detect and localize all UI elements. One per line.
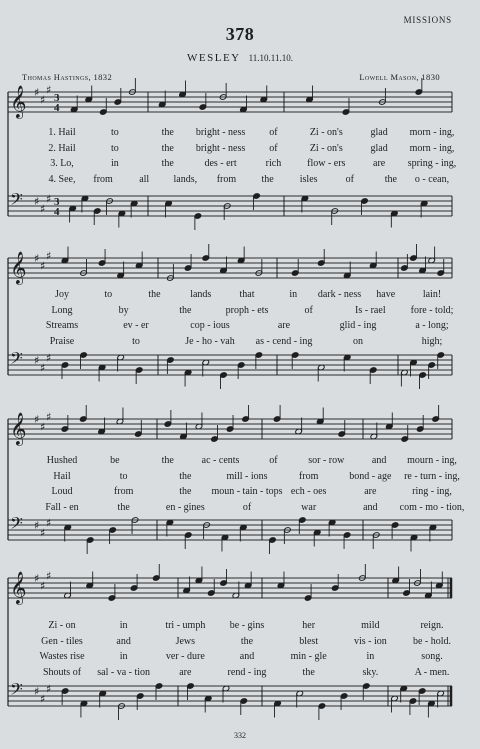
bass-staff xyxy=(8,189,452,218)
lyric-syllable: lands, xyxy=(173,173,198,185)
lyric-syllable: ac - cents xyxy=(201,455,240,466)
lyric-syllable: are xyxy=(373,158,386,169)
lyric-syllable: mill - ions xyxy=(226,470,268,482)
lyric-syllable: and xyxy=(116,635,131,647)
lyric-syllable: to xyxy=(132,335,140,347)
lyric-syllable: the xyxy=(179,486,192,497)
lyric-syllable: A - men. xyxy=(414,666,450,678)
lyric-syllable: the xyxy=(161,455,174,466)
lyric-syllable: Zi - on xyxy=(48,620,76,631)
lyric-syllable: and xyxy=(239,651,255,662)
sharp-icon: ♯ xyxy=(34,252,40,265)
lyric-syllable: of xyxy=(345,173,354,185)
bass-staff xyxy=(8,679,452,706)
treble-clef-icon: 𝄞 xyxy=(10,571,27,604)
lyric-syllable: of xyxy=(269,127,278,138)
lyric-syllable: Long xyxy=(51,304,73,316)
lyric-syllable: sor - row xyxy=(308,455,345,466)
lyric-syllable: 3. Lo, xyxy=(50,158,74,169)
lyric-syllable: 4. See, xyxy=(48,173,76,185)
lyric-syllable: Jews xyxy=(175,635,196,647)
lyric-line xyxy=(0,651,480,664)
lyric-line xyxy=(0,305,480,318)
sharp-icon: ♯ xyxy=(40,420,46,434)
lyric-syllable: the xyxy=(161,127,174,138)
page-number: 332 xyxy=(234,731,246,740)
lyric-syllable: and xyxy=(363,501,378,513)
lyric-syllable: glad xyxy=(370,127,388,138)
lyric-syllable: vis - ion xyxy=(353,635,387,647)
lyric-syllable: be - hold. xyxy=(412,635,452,647)
lyric-syllable: reign. xyxy=(420,620,444,631)
sharp-icon: ♯ xyxy=(46,569,52,583)
lyric-syllable: dark - ness xyxy=(317,289,362,300)
lyric-syllable: bond - age xyxy=(349,470,392,482)
lyric-syllable: isles xyxy=(299,173,318,185)
lyric-syllable: the xyxy=(384,173,397,185)
section-title: MISSIONS xyxy=(403,15,452,25)
lyric-syllable: ev - er xyxy=(123,320,149,331)
lyric-syllable: mourn - ing, xyxy=(407,455,457,466)
lyric-syllable: a - long; xyxy=(415,320,449,331)
sharp-icon: ♯ xyxy=(46,516,52,530)
lyric-syllable: Gen - tiles xyxy=(41,635,83,647)
lyric-syllable: all xyxy=(139,173,150,185)
lyric-syllable: ech - oes xyxy=(290,486,327,497)
lyric-syllable: proph - ets xyxy=(225,304,269,316)
lyric-syllable: Zi - on's xyxy=(309,142,343,154)
lyric-line xyxy=(0,143,480,156)
lyric-syllable: on xyxy=(353,335,363,347)
lyric-syllable: in xyxy=(289,289,298,300)
sharp-icon: ♯ xyxy=(40,692,46,706)
lyric-syllable: song. xyxy=(421,651,443,662)
lyric-line xyxy=(0,455,480,468)
lyric-syllable: the xyxy=(261,173,274,185)
lyric-syllable: sal - va - tion xyxy=(97,666,151,678)
lyric-syllable: war xyxy=(301,501,317,513)
lyric-syllable: flow - ers xyxy=(307,158,346,169)
lyric-syllable: com - mo - tion, xyxy=(399,501,465,513)
lyric-syllable: des - ert xyxy=(204,158,237,169)
lyric-syllable: her xyxy=(302,620,316,631)
lyric-syllable: bright - ness xyxy=(195,127,246,138)
lyric-syllable: Joy xyxy=(55,289,69,300)
sharp-icon: ♯ xyxy=(34,685,40,698)
lyric-syllable: the xyxy=(302,666,315,678)
bass-clef-icon: 𝄢 xyxy=(10,348,23,372)
hymn-number: 378 xyxy=(225,24,255,44)
lyric-syllable: blest xyxy=(299,635,319,647)
bass-staff xyxy=(8,348,452,375)
lyric-syllable: ver - dure xyxy=(165,651,205,662)
lyric-line xyxy=(0,127,480,140)
lyric-syllable: the xyxy=(179,470,192,482)
lyric-syllable: Je - ho - vah xyxy=(185,335,235,347)
lyric-syllable: lands xyxy=(190,289,212,300)
lyric-syllable: Shouts of xyxy=(42,666,82,678)
sharp-icon: ♯ xyxy=(40,579,46,593)
lyric-syllable: from xyxy=(298,470,319,482)
lyric-syllable: moun - tain - tops xyxy=(211,486,283,497)
treble-clef-icon: 𝄞 xyxy=(10,251,27,284)
lyric-syllable: o - cean, xyxy=(414,173,450,185)
lyric-syllable: glad xyxy=(370,142,388,154)
lyric-syllable: rich xyxy=(265,158,282,169)
treble-clef-icon: 𝄞 xyxy=(10,85,27,118)
lyric-syllable: en - gines xyxy=(165,501,205,513)
lyric-syllable: by xyxy=(118,304,129,316)
lyric-syllable: Praise xyxy=(49,335,75,347)
lyric-syllable: in xyxy=(366,651,375,662)
lyric-syllable: Fall - en xyxy=(45,501,79,513)
sharp-icon: ♯ xyxy=(40,526,46,540)
bass-staff xyxy=(8,513,452,540)
lyric-syllable: to xyxy=(104,289,113,300)
treble-staff xyxy=(8,250,452,286)
sharp-icon: ♯ xyxy=(34,519,40,532)
lyric-syllable: rend - ing xyxy=(227,666,267,678)
lyric-syllable: Wastes rise xyxy=(39,651,85,662)
lyric-syllable: cop - ious xyxy=(190,320,230,331)
sharp-icon: ♯ xyxy=(46,351,52,365)
sharp-icon: ♯ xyxy=(34,413,40,426)
sharp-icon: ♯ xyxy=(40,361,46,375)
lyric-syllable: are xyxy=(364,486,377,497)
lyric-syllable: of xyxy=(269,455,278,466)
sharp-icon: ♯ xyxy=(40,259,46,273)
lyric-syllable: be - gins xyxy=(229,620,265,631)
treble-clef-icon: 𝄞 xyxy=(10,412,27,445)
bass-clef-icon: 𝄢 xyxy=(10,679,23,703)
lyric-syllable: be xyxy=(110,455,120,466)
lyric-line xyxy=(0,502,480,515)
bass-clef-icon: 𝄢 xyxy=(10,189,23,213)
lyric-syllable: of xyxy=(242,501,252,513)
lyric-line xyxy=(0,289,480,302)
lyric-line xyxy=(0,636,480,649)
lyric-syllable: have xyxy=(376,289,396,300)
lyric-syllable: from xyxy=(216,173,237,185)
lyric-syllable: Is - rael xyxy=(355,304,386,316)
sharp-icon: ♯ xyxy=(46,682,52,696)
lyric-syllable: morn - ing, xyxy=(409,142,455,154)
lyric-syllable: Streams xyxy=(45,320,79,331)
lyric-syllable: sky. xyxy=(362,666,379,678)
lyric-syllable: as - cend - ing xyxy=(255,335,313,347)
sharp-icon: ♯ xyxy=(40,202,46,216)
lyric-syllable: Hushed xyxy=(46,455,78,466)
lyric-syllable: glid - ing xyxy=(339,320,377,331)
lyric-syllable: to xyxy=(110,127,119,138)
lyric-syllable: ring - ing, xyxy=(412,486,452,497)
lyric-syllable: the xyxy=(161,142,174,154)
lyric-syllable: re - turn - ing, xyxy=(404,470,460,482)
time-signature-bottom: 4 xyxy=(54,206,60,218)
lyric-line xyxy=(0,336,480,349)
lyric-line xyxy=(0,471,480,484)
lyric-syllable: of xyxy=(269,142,278,154)
lyric-syllable: that xyxy=(239,289,255,300)
lyric-syllable: from xyxy=(93,173,113,185)
sharp-icon: ♯ xyxy=(34,354,40,367)
lyric-syllable: are xyxy=(277,320,291,331)
treble-staff xyxy=(8,570,452,606)
lyric-syllable: in xyxy=(110,158,119,169)
lyric-syllable: high; xyxy=(421,335,443,347)
lyric-syllable: of xyxy=(304,304,313,316)
time-signature-bottom: 4 xyxy=(54,102,60,114)
lyric-syllable: morn - ing, xyxy=(409,127,455,138)
sharp-icon: ♯ xyxy=(34,195,40,208)
words-credit: Thomas Hastings, 1832 xyxy=(22,72,113,82)
lyric-syllable: and xyxy=(371,455,387,466)
lyric-line xyxy=(0,320,480,333)
lyric-syllable: 1. Hail xyxy=(48,127,76,138)
lyric-syllable: mild xyxy=(361,620,380,631)
lyric-syllable: are xyxy=(179,666,192,678)
sharp-icon: ♯ xyxy=(34,86,40,99)
sharp-icon: ♯ xyxy=(46,83,52,97)
lyric-syllable: min - gle xyxy=(290,651,327,662)
time-signature-top: 3 xyxy=(54,196,60,208)
tune-heading xyxy=(0,52,480,64)
lyric-syllable: Hail xyxy=(53,470,71,482)
lyric-syllable: spring - ing, xyxy=(407,158,457,169)
time-signature-top: 3 xyxy=(54,92,60,104)
lyric-syllable: the xyxy=(161,158,174,169)
lyric-syllable: from xyxy=(113,486,134,497)
lyric-syllable: in xyxy=(119,651,128,662)
music-system xyxy=(0,240,480,395)
lyric-syllable: tri - umph xyxy=(165,620,206,631)
lyric-line xyxy=(0,486,480,499)
meter: 11.10.11.10. xyxy=(248,53,293,63)
lyric-syllable: Zi - on's xyxy=(309,127,343,138)
sharp-icon: ♯ xyxy=(46,249,52,263)
lyric-syllable: 2. Hail xyxy=(48,142,76,154)
bass-clef-icon: 𝄢 xyxy=(10,513,23,537)
lyric-line xyxy=(0,158,480,171)
sharp-icon: ♯ xyxy=(34,572,40,585)
sharp-icon: ♯ xyxy=(46,192,52,206)
lyric-syllable: the xyxy=(240,635,254,647)
lyric-line xyxy=(0,667,480,680)
lyric-syllable: the xyxy=(148,289,161,300)
lyric-syllable: fore - told; xyxy=(410,304,454,316)
sharp-icon: ♯ xyxy=(46,410,52,424)
lyric-syllable: the xyxy=(179,304,192,316)
lyric-syllable: in xyxy=(119,620,128,631)
lyric-line xyxy=(0,620,480,633)
lyric-syllable: lain! xyxy=(422,289,442,300)
lyric-syllable: to xyxy=(119,470,128,482)
music-credit: Lowell Mason, 1830 xyxy=(359,72,440,82)
tune-name: WESLEY xyxy=(187,52,241,64)
lyric-syllable: to xyxy=(110,142,119,154)
lyric-syllable: the xyxy=(117,501,130,513)
sharp-icon: ♯ xyxy=(40,93,46,107)
lyric-syllable: Loud xyxy=(51,486,73,497)
lyric-line xyxy=(0,174,480,187)
lyric-syllable: bright - ness xyxy=(195,142,246,154)
